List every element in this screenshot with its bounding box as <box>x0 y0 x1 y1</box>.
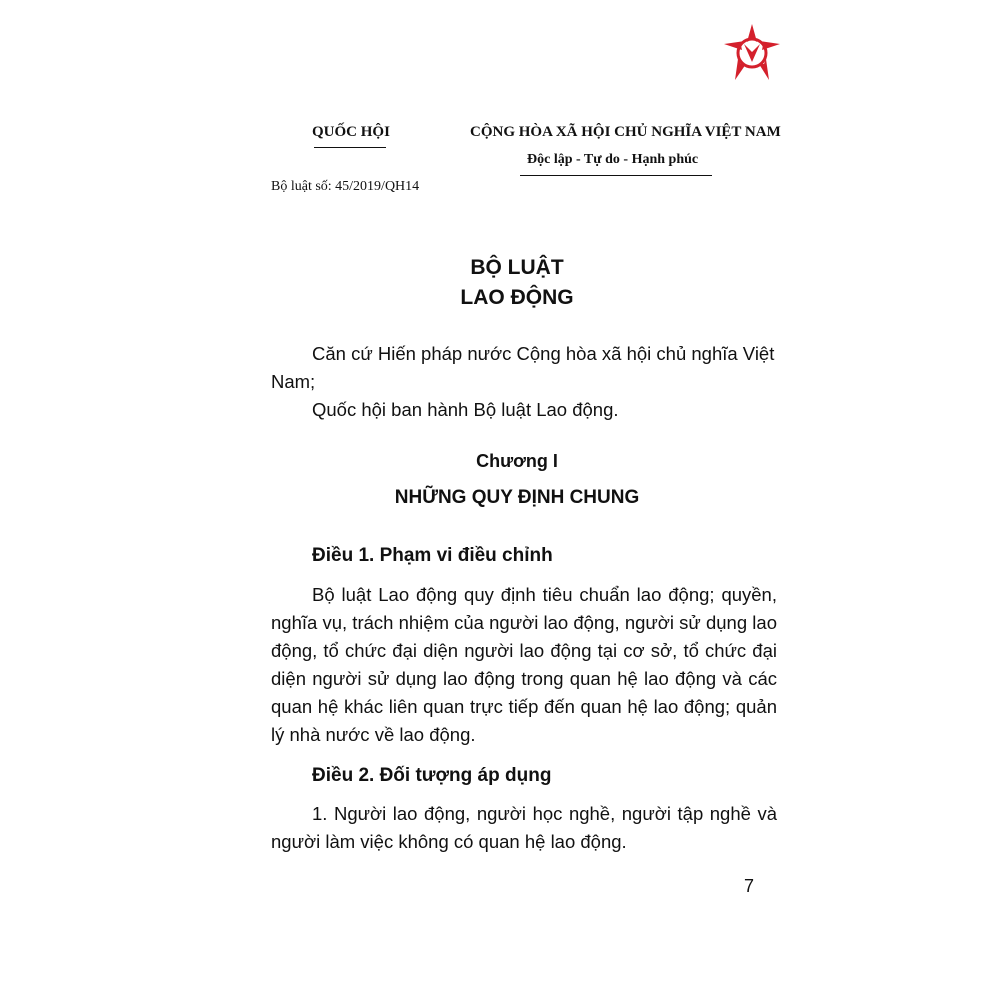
chapter-number: Chương I <box>476 451 558 471</box>
preamble-enactment: Quốc hội ban hành Bộ luật Lao động. <box>312 399 619 420</box>
motto-underline <box>520 175 712 176</box>
document-title-line2: LAO ĐỘNG <box>460 286 574 309</box>
issuer-underline <box>314 147 386 148</box>
page-number: 7 <box>744 876 755 896</box>
chapter-name: NHỮNG QUY ĐỊNH CHUNG <box>394 487 640 508</box>
nation-name: CỘNG HÒA XÃ HỘI CHỦ NGHĨA VIỆT NAM <box>470 124 781 140</box>
article-2-heading: Điều 2. Đối tượng áp dụng <box>312 765 552 786</box>
law-number: Bộ luật số: 45/2019/QH14 <box>271 179 420 194</box>
issuer-name: QUỐC HỘI <box>312 124 390 140</box>
national-motto: Độc lập - Tự do - Hạnh phúc <box>527 152 699 167</box>
star-emblem-icon <box>722 22 782 84</box>
article-2-body: 1. Người lao động, người học nghề, người tập nghề và người làm việc không có quan hệ lao động. <box>271 803 777 852</box>
document-title-line1: BỘ LUẬT <box>470 256 564 279</box>
article-1-heading: Điều 1. Phạm vi điều chỉnh <box>312 545 553 566</box>
article-1-body: Bộ luật Lao động quy định tiêu chuẩn lao động; quyền, nghĩa vụ, trách nhiệm của người lao động, người sử dụng lao động, tổ chức đại diện người lao động tại cơ sở, tổ chức đại diện người sử dụng lao động trong quan hệ lao động và các quan hệ khác liên quan trực tiếp đến quan hệ lao động; quản lý nhà nước về lao động. <box>271 584 777 745</box>
preamble-basis: Căn cứ Hiến pháp nước Cộng hòa xã hội chủ nghĩa Việt Nam; <box>271 343 775 392</box>
